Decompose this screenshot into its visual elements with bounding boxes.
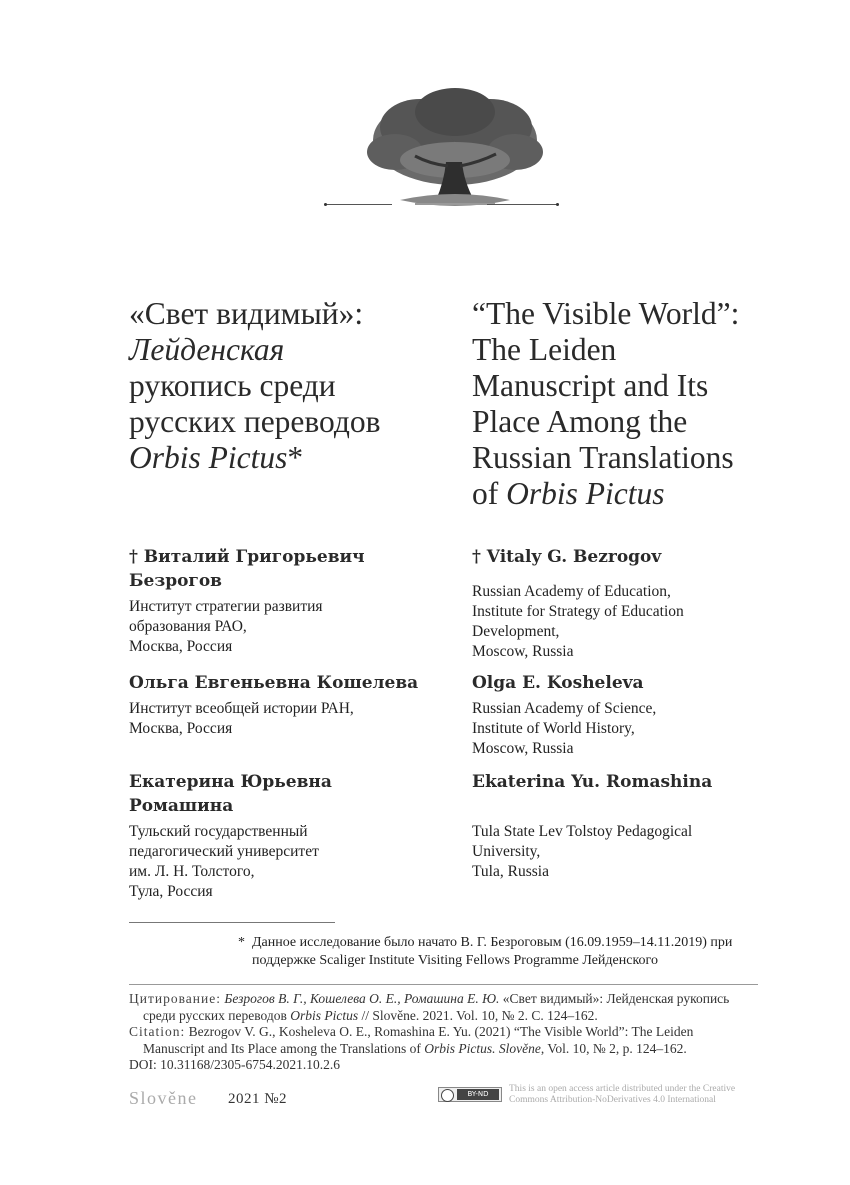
title-ru-line4: русских переводов xyxy=(129,404,381,439)
tree-logo xyxy=(360,82,550,222)
author-name: † Виталий Григорьевич Безрогов xyxy=(129,547,365,591)
author-ru-2 xyxy=(129,671,459,739)
title-ru-line2: Лейденская xyxy=(129,332,285,367)
citation-ru-authors: Безрогов В. Г., Кошелева О. Е., Ромашина Е. Ю. xyxy=(224,991,500,1006)
author-affiliation: Russian Academy of Education, Institute for Strategy of Education Development, Moscow, Russia xyxy=(472,583,684,660)
title-ru-line1: «Свет видимый»: xyxy=(129,296,364,331)
author-name: Екатерина Юрьевна Ромашина xyxy=(129,772,332,816)
citation-ru-orbis: Orbis Pictus xyxy=(290,1007,359,1023)
title-ru-line3: рукопись среди xyxy=(129,368,336,403)
citation-en-line2a: Manuscript and Its Place among the Translations of xyxy=(143,1040,425,1056)
title-ru-orbis: Orbis Pictus xyxy=(129,440,288,475)
citation-ru-label: Цитирование: xyxy=(129,991,221,1006)
author-name: Ekaterina Yu. Romashina xyxy=(472,772,713,792)
citation-ru-line2a: среди русских переводов xyxy=(143,1007,291,1023)
author-name: Olga E. Kosheleva xyxy=(472,673,644,693)
footnote-rule xyxy=(129,922,335,923)
title-ru-footnote-mark: * xyxy=(287,440,304,475)
citation-en-line2b: , Vol. 10, № 2, p. 124–162. xyxy=(540,1040,687,1056)
title-en-line1: “The Visible World”: xyxy=(472,296,740,331)
author-en-3 xyxy=(472,770,792,882)
citation-en-label: Citation: xyxy=(129,1024,186,1039)
cc-icon xyxy=(441,1089,454,1102)
ornament-rule-right xyxy=(487,204,557,205)
author-name: † Vitaly G. Bezrogov xyxy=(472,547,662,567)
title-en-orbis: Orbis Pictus xyxy=(506,476,665,511)
citation-doi: DOI: 10.31168/2305-6754.2021.10.2.6 xyxy=(129,1057,340,1072)
footnote-text: Данное исследование было начато В. Г. Безроговым (16.09.1959–14.11.2019) при поддержке Scaliger Institute Visiting Fellows Programme Лейденского xyxy=(252,935,733,968)
citation-en xyxy=(129,1024,769,1074)
citation-en-orbis: Orbis Pictus. Slověne xyxy=(424,1040,541,1056)
author-affiliation: Тульский государственный педагогический университет им. Л. Н. Толстого, Тула, Россия xyxy=(129,823,319,900)
author-name: Ольга Евгеньевна Кошелева xyxy=(129,673,419,693)
title-en-line5: Russian Translations xyxy=(472,440,734,475)
cc-badge-label: BY-ND xyxy=(457,1089,499,1100)
title-english xyxy=(472,296,792,512)
author-affiliation: Tula State Lev Tolstoy Pedagogical University, Tula, Russia xyxy=(472,823,693,880)
author-ru-3 xyxy=(129,770,459,902)
footnote-mark: * xyxy=(238,935,245,950)
cc-license-badge[interactable] xyxy=(438,1087,502,1102)
license-text: This is an open access article distributed under the Creative Commons Attribution-NoDerivatives 4.0 International xyxy=(509,1084,736,1105)
journal-name: Slověne xyxy=(129,1088,198,1108)
title-en-line4: Place Among the xyxy=(472,404,688,439)
author-affiliation: Институт всеобщей истории РАН, Москва, Россия xyxy=(129,700,354,737)
citation-en-line1: Bezrogov V. G., Kosheleva O. E., Romashina E. Yu. (2021) “The Visible World”: The Leiden xyxy=(185,1024,694,1039)
citation-ru-line2b: // Slověne. 2021. Vol. 10, № 2. С. 124–162. xyxy=(358,1007,598,1023)
citation-ru-title: «Свет видимый»: Лейденская рукопись xyxy=(499,991,730,1006)
author-affiliation: Институт стратегии развития образования РАО, Москва, Россия xyxy=(129,598,323,655)
ornament-rule-left xyxy=(326,204,392,205)
title-russian xyxy=(129,296,449,476)
footnote xyxy=(238,934,778,970)
title-en-line3: Manuscript and Its xyxy=(472,368,709,403)
citation-rule xyxy=(129,984,758,985)
author-en-2 xyxy=(472,671,792,759)
citation-ru xyxy=(129,991,769,1024)
title-en-of: of xyxy=(472,476,507,511)
title-en-line2: The Leiden xyxy=(472,332,617,367)
author-affiliation: Russian Academy of Science, Institute of World History, Moscow, Russia xyxy=(472,700,657,757)
journal-issue: 2021 №2 xyxy=(228,1091,288,1107)
author-ru-1 xyxy=(129,545,459,657)
author-en-1 xyxy=(472,545,792,662)
